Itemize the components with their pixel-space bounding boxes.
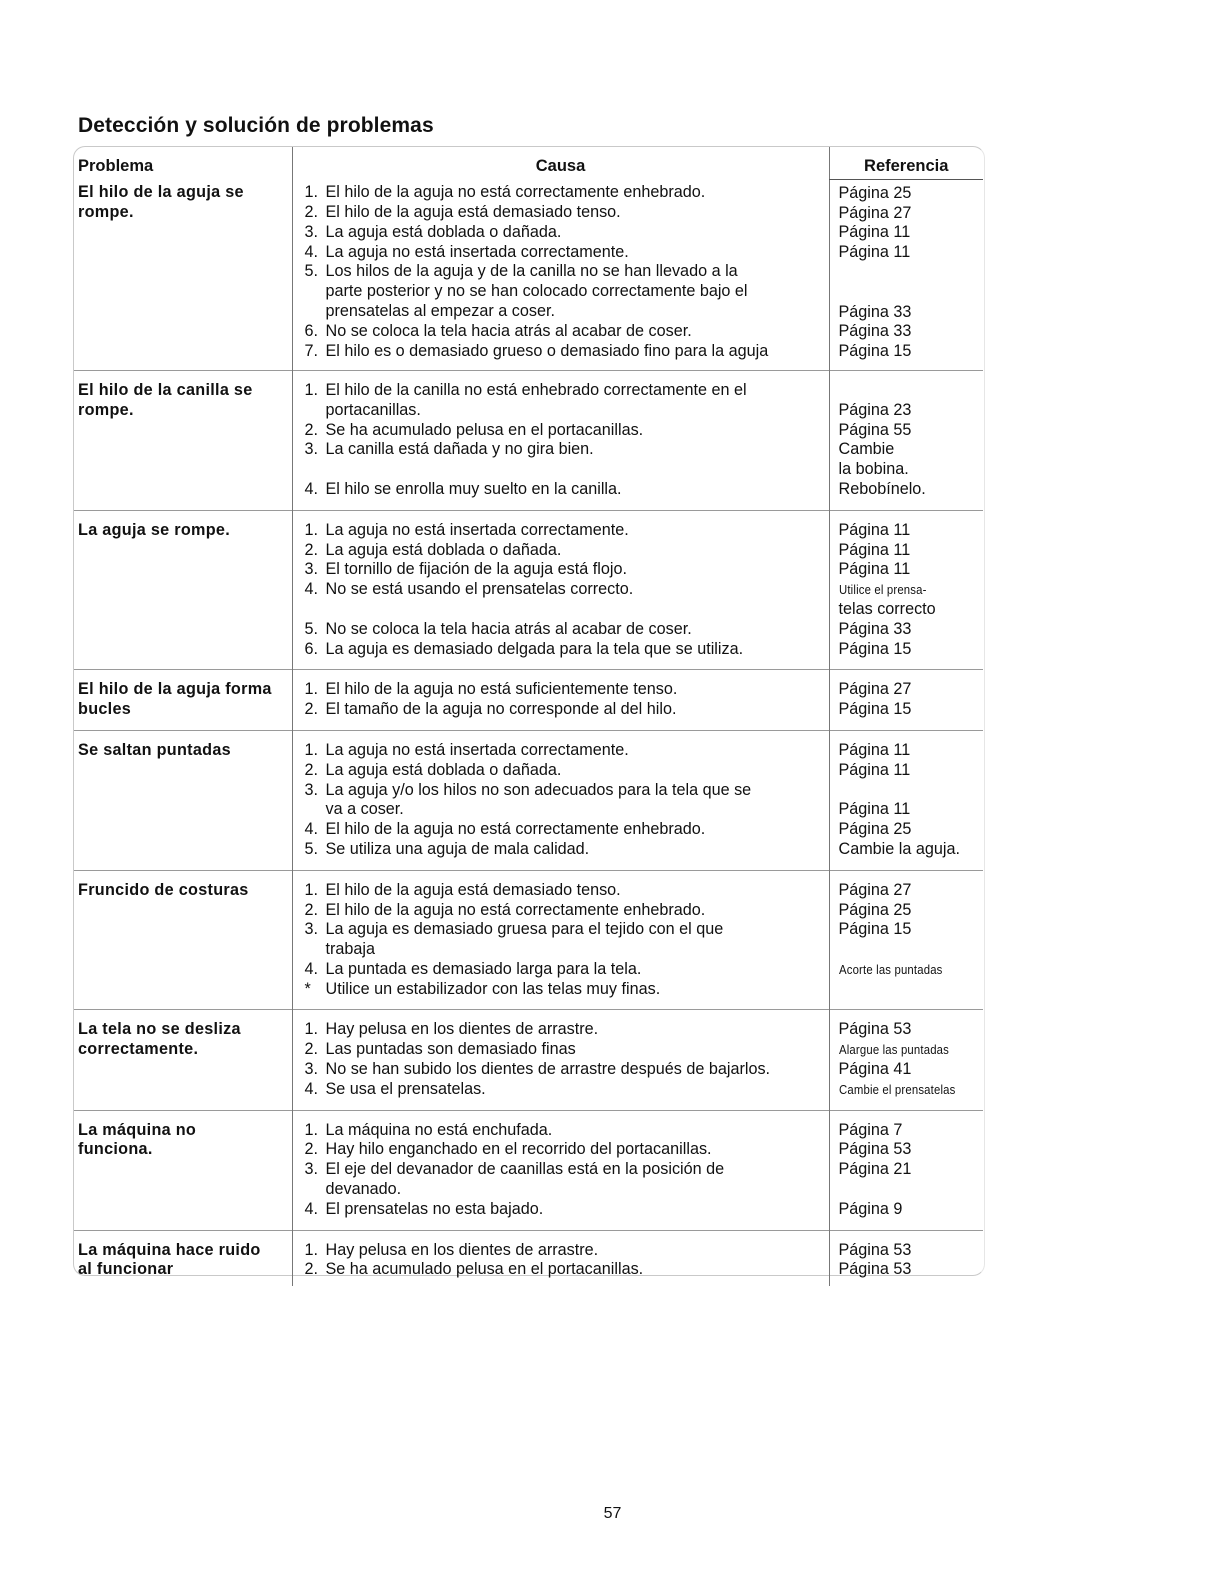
cause-item (305, 1060, 825, 1080)
problem-text: funciona. (78, 1140, 153, 1159)
reference-item (839, 541, 984, 561)
reference-item (839, 741, 984, 761)
reference-cell (829, 1110, 983, 1230)
problem-cell (74, 510, 292, 670)
reference-text: Página 33 (838, 322, 912, 341)
problem-text: rompe. (78, 400, 134, 419)
cause-text: El hilo es o demasiado grueso o demasiado fino para la aguja (325, 341, 769, 360)
table-row (74, 1110, 983, 1230)
problem-text: La máquina no (78, 1120, 197, 1139)
reference-item (839, 460, 984, 480)
reference-text: Página 11 (838, 540, 911, 559)
cause-cell (292, 730, 829, 870)
reference-item (839, 800, 984, 820)
cause-item (305, 401, 825, 421)
cause-item (305, 640, 825, 660)
reference-text: Página 11 (838, 223, 911, 242)
cause-text: Se ha acumulado pelusa en el portacanillas. (325, 420, 644, 439)
cause-text: La máquina no está enchufada. (325, 1120, 553, 1139)
cause-text: Hay hilo enganchado en el recorrido del portacanillas. (325, 1140, 712, 1159)
reference-item (839, 223, 984, 243)
reference-text: Cambie el prensatelas (838, 1081, 955, 1097)
cause-text: La aguja es demasiado delgada para la tela que se utiliza. (325, 639, 744, 658)
reference-item (839, 680, 984, 700)
reference-item (839, 820, 984, 840)
cause-cell (292, 1010, 829, 1110)
cause-text: Utilice un estabilizador con las telas muy finas. (325, 979, 661, 998)
reference-item (839, 381, 984, 401)
reference-item (839, 401, 984, 421)
page-number: 57 (603, 1505, 622, 1522)
reference-item (839, 204, 984, 224)
cause-number (305, 940, 326, 960)
reference-item (839, 640, 984, 660)
cause-text: La aguja no está insertada correctamente. (325, 242, 629, 261)
cause-cell (292, 179, 829, 370)
cause-item (305, 1080, 825, 1100)
cause-item (305, 680, 825, 700)
reference-cell (829, 510, 983, 670)
reference-item (839, 184, 984, 204)
cause-text: No se está usando el prensatelas correcto. (325, 580, 634, 599)
cause-item (305, 480, 825, 500)
cause-item (305, 282, 825, 302)
cause-number: 6. (304, 639, 319, 658)
table-row (74, 1010, 983, 1110)
reference-cell (829, 1010, 983, 1110)
reference-cell (829, 1230, 983, 1286)
reference-text: Página 15 (838, 342, 912, 361)
problem-text: bucles (78, 700, 132, 719)
reference-text: telas correcto (838, 599, 936, 618)
cause-number: 6. (304, 321, 319, 340)
reference-text: Página 55 (838, 420, 912, 439)
cause-item (305, 1020, 825, 1040)
cause-number: 1. (304, 183, 319, 202)
reference-text: Página 11 (838, 740, 911, 759)
reference-text: Página 25 (838, 900, 912, 919)
problem-text: correctamente. (78, 1040, 199, 1059)
cause-item (305, 781, 825, 801)
cause-text: Las puntadas son demasiado finas (325, 1040, 576, 1059)
cause-cell (292, 370, 829, 510)
reference-item (839, 1080, 984, 1100)
cause-item (305, 322, 825, 342)
cause-item (305, 460, 825, 480)
table-row (74, 870, 983, 1010)
reference-cell (829, 870, 983, 1010)
cause-number: 2. (304, 203, 319, 222)
reference-text: Página 23 (838, 400, 912, 419)
cause-item (305, 262, 825, 282)
reference-text: Página 15 (838, 639, 912, 658)
reference-item (839, 1060, 984, 1080)
reference-text: la bobina. (838, 460, 909, 479)
cause-item (305, 741, 825, 761)
problem-text: La tela no se desliza (78, 1020, 241, 1039)
reference-item (839, 1020, 984, 1040)
reference-item (839, 521, 984, 541)
cause-cell (292, 1230, 829, 1286)
reference-item (839, 840, 984, 860)
problem-cell (74, 370, 292, 510)
cause-number (305, 401, 326, 421)
reference-item (839, 1200, 984, 1220)
reference-text: Página 53 (838, 1140, 912, 1159)
cause-number: 4. (304, 242, 319, 261)
cause-text: La aguja está doblada o dañada. (325, 540, 562, 559)
cause-number: 3. (304, 1160, 319, 1179)
reference-item (839, 901, 984, 921)
cause-item (305, 620, 825, 640)
cause-item (305, 960, 825, 980)
problem-cell (74, 1010, 292, 1110)
reference-text: Página 25 (838, 183, 912, 202)
reference-text: Página 11 (838, 800, 911, 819)
cause-item (305, 381, 825, 401)
table-row (74, 670, 983, 731)
reference-item (839, 940, 984, 960)
cause-number: 5. (304, 619, 319, 638)
reference-item (839, 1140, 984, 1160)
reference-item (839, 283, 984, 303)
cause-number: * (304, 979, 311, 998)
page-title: Detección y solución de problemas (78, 114, 434, 137)
cause-item (305, 440, 825, 460)
cause-text: El hilo de la aguja está demasiado tenso. (325, 203, 621, 222)
cause-text: El eje del devanador de caanillas está en la posición de (325, 1160, 725, 1179)
cause-item (305, 1260, 825, 1280)
cause-cell (292, 670, 829, 731)
cause-number: 4. (304, 1079, 319, 1098)
cause-number: 1. (304, 1240, 319, 1259)
reference-text: Página 27 (838, 680, 912, 699)
cause-text: El prensatelas no esta bajado. (325, 1199, 544, 1218)
cause-text: portacanillas. (325, 400, 421, 419)
cause-item (305, 920, 825, 940)
header-reference: Referencia (829, 147, 983, 179)
problem-text: El hilo de la aguja forma (78, 680, 272, 699)
cause-number: 2. (304, 900, 319, 919)
table-row (74, 510, 983, 670)
reference-text: Cambie (838, 440, 895, 459)
reference-text: Página 53 (838, 1260, 912, 1279)
cause-cell (292, 1110, 829, 1230)
cause-item (305, 1200, 825, 1220)
table-row (74, 370, 983, 510)
reference-text: Página 11 (838, 760, 911, 779)
problem-text: Fruncido de costuras (78, 880, 249, 899)
cause-text: El tornillo de fijación de la aguja está flojo. (325, 560, 627, 579)
table-body (74, 179, 983, 1286)
cause-number: 4. (304, 479, 319, 498)
cause-text: El hilo de la aguja no está suficientemente tenso. (325, 680, 678, 699)
table-header-row (74, 147, 983, 179)
cause-item (305, 820, 825, 840)
cause-text: Se utiliza una aguja de mala calidad. (325, 839, 590, 858)
problem-cell (74, 1230, 292, 1286)
problem-cell (74, 1110, 292, 1230)
cause-text: El hilo de la aguja está demasiado tenso. (325, 880, 621, 899)
cause-number (305, 460, 326, 480)
cause-text: La canilla está dañada y no gira bien. (325, 440, 594, 459)
problem-text: Se saltan puntadas (78, 740, 231, 759)
reference-cell (829, 670, 983, 731)
cause-number (305, 600, 326, 620)
problem-cell (74, 870, 292, 1010)
reference-text: Página 11 (838, 243, 911, 262)
cause-number: 2. (304, 760, 319, 779)
reference-item (839, 243, 984, 263)
cause-number (305, 800, 326, 820)
reference-item (839, 342, 984, 362)
cause-item (305, 761, 825, 781)
cause-number: 2. (304, 540, 319, 559)
cause-text: prensatelas al empezar a coser. (325, 302, 555, 321)
cause-item (305, 901, 825, 921)
reference-text: Página 27 (838, 203, 912, 222)
reference-item (839, 700, 984, 720)
reference-text: Página 9 (838, 1199, 903, 1218)
cause-number: 3. (304, 1060, 319, 1079)
reference-item (839, 263, 984, 283)
cause-text: No se han subido los dientes de arrastre después de bajarlos. (325, 1060, 771, 1079)
cause-item (305, 1121, 825, 1141)
reference-item (839, 980, 984, 1000)
cause-text: Hay pelusa en los dientes de arrastre. (325, 1020, 599, 1039)
cause-item (305, 203, 825, 223)
reference-item (839, 1040, 984, 1060)
cause-item (305, 1040, 825, 1060)
cause-text: La aguja es demasiado gruesa para el tejido con el que (325, 920, 724, 939)
reference-item (839, 1260, 984, 1280)
reference-item (839, 560, 984, 580)
problem-cell (74, 730, 292, 870)
reference-item (839, 1160, 984, 1180)
reference-item (839, 620, 984, 640)
cause-item (305, 1160, 825, 1180)
cause-number (305, 282, 326, 302)
problem-cell (74, 670, 292, 731)
reference-item (839, 960, 984, 980)
cause-item (305, 700, 825, 720)
cause-number: 3. (304, 440, 319, 459)
cause-text: parte posterior y no se han colocado correctamente bajo el (325, 282, 748, 301)
cause-number: 2. (304, 420, 319, 439)
problem-text: El hilo de la canilla se (78, 380, 253, 399)
cause-item (305, 521, 825, 541)
cause-item (305, 421, 825, 441)
cause-text: El hilo se enrolla muy suelto en la canilla. (325, 479, 622, 498)
header-problem: Problema (78, 157, 154, 175)
table-row (74, 730, 983, 870)
cause-item (305, 980, 825, 1000)
cause-number: 5. (304, 262, 319, 281)
troubleshooting-table (74, 147, 983, 1286)
cause-text: El hilo de la aguja no está correctamente enhebrado. (325, 820, 706, 839)
cause-item (305, 600, 825, 620)
cause-text: La aguja no está insertada correctamente. (325, 740, 629, 759)
cause-text: va a coser. (325, 800, 404, 819)
reference-item (839, 920, 984, 940)
cause-text: La aguja no está insertada correctamente. (325, 520, 629, 539)
reference-text: Acorte las puntadas (838, 961, 943, 977)
cause-item (305, 302, 825, 322)
header-cause: Causa (292, 147, 829, 179)
reference-item (839, 1241, 984, 1261)
cause-cell (292, 510, 829, 670)
cause-item (305, 183, 825, 203)
cause-text: Se usa el prensatelas. (325, 1079, 486, 1098)
reference-text: Página 53 (838, 1020, 912, 1039)
cause-text: trabaja (325, 940, 375, 959)
problem-text: La máquina hace ruido (78, 1240, 261, 1259)
cause-item (305, 580, 825, 600)
reference-text: Página 27 (838, 880, 912, 899)
cause-number (305, 302, 326, 322)
cause-number: 1. (304, 1120, 319, 1139)
reference-text: Utilice el prensa- (838, 582, 927, 598)
reference-item (839, 322, 984, 342)
cause-number: 5. (304, 839, 319, 858)
table-row (74, 1230, 983, 1286)
cause-number: 2. (304, 1140, 319, 1159)
cause-text: Hay pelusa en los dientes de arrastre. (325, 1240, 599, 1259)
cause-number: 1. (304, 740, 319, 759)
reference-cell (829, 179, 983, 370)
cause-item (305, 940, 825, 960)
reference-text: Página 25 (838, 820, 912, 839)
reference-item (839, 480, 984, 500)
cause-text: La puntada es demasiado larga para la tela. (325, 959, 642, 978)
cause-number: 3. (304, 560, 319, 579)
cause-text: No se coloca la tela hacia atrás al acabar de coser. (325, 321, 692, 340)
table-row (74, 179, 983, 370)
reference-item (839, 781, 984, 801)
cause-text: La aguja está doblada o dañada. (325, 760, 562, 779)
cause-number: 2. (304, 700, 319, 719)
reference-item (839, 580, 984, 600)
reference-text: Página 11 (838, 520, 911, 539)
cause-item (305, 541, 825, 561)
cause-number: 2. (304, 1260, 319, 1279)
reference-text: Página 7 (838, 1120, 903, 1139)
problem-text: El hilo de la aguja se (78, 183, 244, 202)
cause-text: Los hilos de la aguja y de la canilla no se han llevado a la (325, 262, 738, 281)
reference-text: Rebobínelo. (838, 479, 926, 498)
cause-item (305, 1241, 825, 1261)
cause-cell (292, 870, 829, 1010)
reference-text: Página 15 (838, 920, 912, 939)
reference-cell (829, 730, 983, 870)
cause-item (305, 1140, 825, 1160)
cause-text: Se ha acumulado pelusa en el portacanillas. (325, 1260, 644, 1279)
cause-item (305, 342, 825, 362)
cause-number: 1. (304, 380, 319, 399)
reference-text: Página 11 (838, 560, 911, 579)
cause-text: El hilo de la canilla no está enhebrado correctamente en el (325, 380, 747, 399)
problem-text: La aguja se rompe. (78, 520, 231, 539)
cause-item (305, 881, 825, 901)
cause-number: 4. (304, 959, 319, 978)
cause-item (305, 800, 825, 820)
reference-text: Página 21 (838, 1160, 912, 1179)
cause-item (305, 243, 825, 263)
reference-text: Página 41 (838, 1060, 912, 1079)
cause-number (305, 1180, 326, 1200)
reference-text: Página 33 (838, 302, 912, 321)
cause-text: El hilo de la aguja no está correctamente enhebrado. (325, 900, 706, 919)
cause-item (305, 840, 825, 860)
cause-number: 1. (304, 880, 319, 899)
cause-number: 3. (304, 222, 319, 241)
cause-number: 4. (304, 820, 319, 839)
reference-item (839, 1121, 984, 1141)
reference-cell (829, 370, 983, 510)
cause-number: 1. (304, 680, 319, 699)
reference-text: Cambie la aguja. (838, 839, 960, 858)
cause-text: La aguja y/o los hilos no son adecuados para la tela que se (325, 780, 752, 799)
reference-item (839, 1180, 984, 1200)
problem-cell (74, 179, 292, 370)
cause-text: devanado. (325, 1180, 402, 1199)
cause-item (305, 223, 825, 243)
reference-item (839, 881, 984, 901)
reference-item (839, 303, 984, 323)
problem-text: al funcionar (78, 1260, 174, 1279)
cause-number: 3. (304, 780, 319, 799)
cause-number: 1. (304, 520, 319, 539)
reference-item (839, 761, 984, 781)
reference-text: Página 33 (838, 619, 912, 638)
problem-text: rompe. (78, 203, 134, 222)
cause-number: 4. (304, 1199, 319, 1218)
cause-item (305, 1180, 825, 1200)
reference-item (839, 440, 984, 460)
reference-text: Página 53 (838, 1240, 912, 1259)
cause-number: 1. (304, 1020, 319, 1039)
reference-item (839, 600, 984, 620)
cause-text: No se coloca la tela hacia atrás al acabar de coser. (325, 619, 692, 638)
cause-text: La aguja está doblada o dañada. (325, 222, 562, 241)
reference-item (839, 421, 984, 441)
cause-text: El tamaño de la aguja no corresponde al del hilo. (325, 700, 677, 719)
cause-item (305, 560, 825, 580)
cause-number: 3. (304, 920, 319, 939)
reference-text: Página 15 (838, 700, 912, 719)
cause-number: 4. (304, 580, 319, 599)
cause-number: 7. (304, 341, 319, 360)
reference-text: Alargue las puntadas (838, 1042, 949, 1058)
cause-number: 2. (304, 1040, 319, 1059)
cause-text: El hilo de la aguja no está correctamente enhebrado. (325, 183, 706, 202)
